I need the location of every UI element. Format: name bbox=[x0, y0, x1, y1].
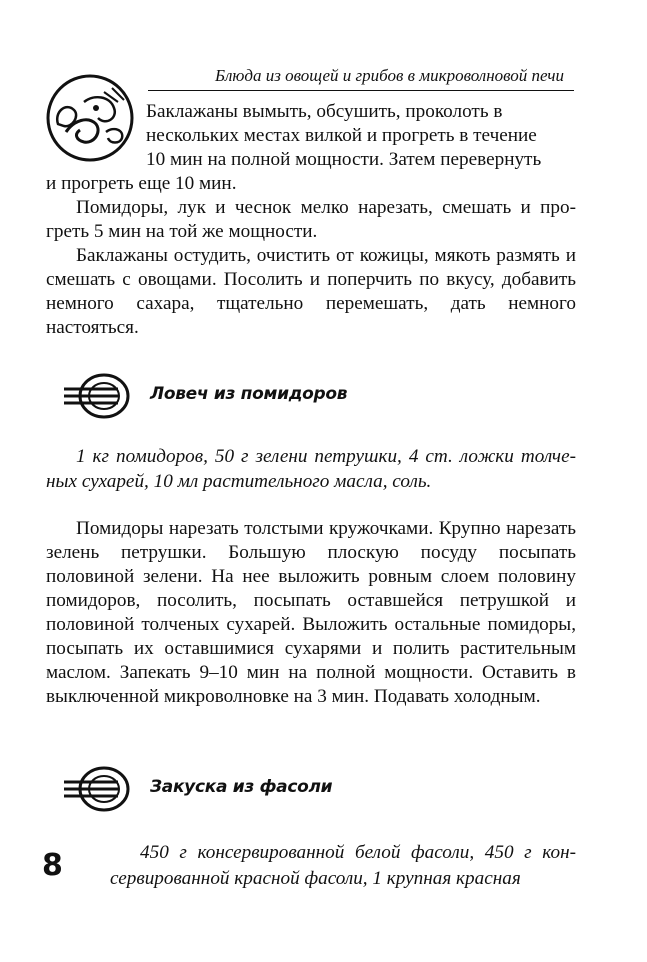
intro-line: нескольких местах вилкой и прогреть в течение bbox=[146, 125, 537, 146]
recipe-instructions-text: Помидоры нарезать толстыми кружочками. Крупно нарезать зелень петрушки. Большую плоскую посуду посыпать половиной зелени. На нее выложить ровным слоем половину помидоров, посолить, посыпать оставшейся петрушкой и половиной толченых сухарей. Выложить остальные помидоры, посыпать их оставшимися сухарями и полить растительным маслом. Запекать 9–10 мин на полной мощности. Оставить в выключенной микроволновке на 3 мин. Подавать холодным. bbox=[46, 518, 576, 707]
header-rule bbox=[148, 90, 574, 91]
intro-paragraph-2: Помидоры, лук и чеснок мелко нарезать, смешать и прогреть 5 мин на той же мощности. bbox=[46, 197, 576, 242]
running-header: Блюда из овощей и грибов в микроволновой печи bbox=[214, 66, 564, 85]
recipe-title: Закуска из фасоли bbox=[150, 777, 333, 797]
intro-paragraph-1 bbox=[46, 100, 576, 196]
intro-line: и прогреть еще 10 мин. bbox=[46, 173, 237, 194]
plate-with-cutlery-icon bbox=[60, 765, 132, 813]
recipe-title: Ловеч из помидоров bbox=[150, 384, 348, 404]
recipe-ingredients: 1 кг помидоров, 50 г зелени петрушки, 4 ст. ложки толченых сухарей, 10 мл растительного масла, соль. bbox=[46, 446, 576, 492]
recipe-instructions bbox=[46, 517, 576, 709]
intro-line: Баклажаны вымыть, обсушить, проколоть в bbox=[146, 101, 503, 122]
recipe-heading bbox=[60, 372, 560, 422]
plate-with-cutlery-icon bbox=[60, 372, 132, 420]
intro-paragraphs bbox=[46, 196, 576, 340]
recipe-heading bbox=[60, 765, 560, 815]
intro-paragraph-3: Баклажаны остудить, очистить от кожицы, мякоть размять и смешать с овощами. Посолить и поперчить по вкусу, добавить немного сахара, тщательно перемешать, дать немного настояться. bbox=[46, 245, 576, 338]
recipe-ingredients: 450 г консервированной белой фасоли, 450 г консервированной красной фасоли, 1 крупная красная bbox=[110, 842, 576, 889]
intro-line: 10 мин на полной мощности. Затем перевернуть bbox=[146, 149, 542, 170]
page-number: 8 bbox=[42, 848, 63, 883]
